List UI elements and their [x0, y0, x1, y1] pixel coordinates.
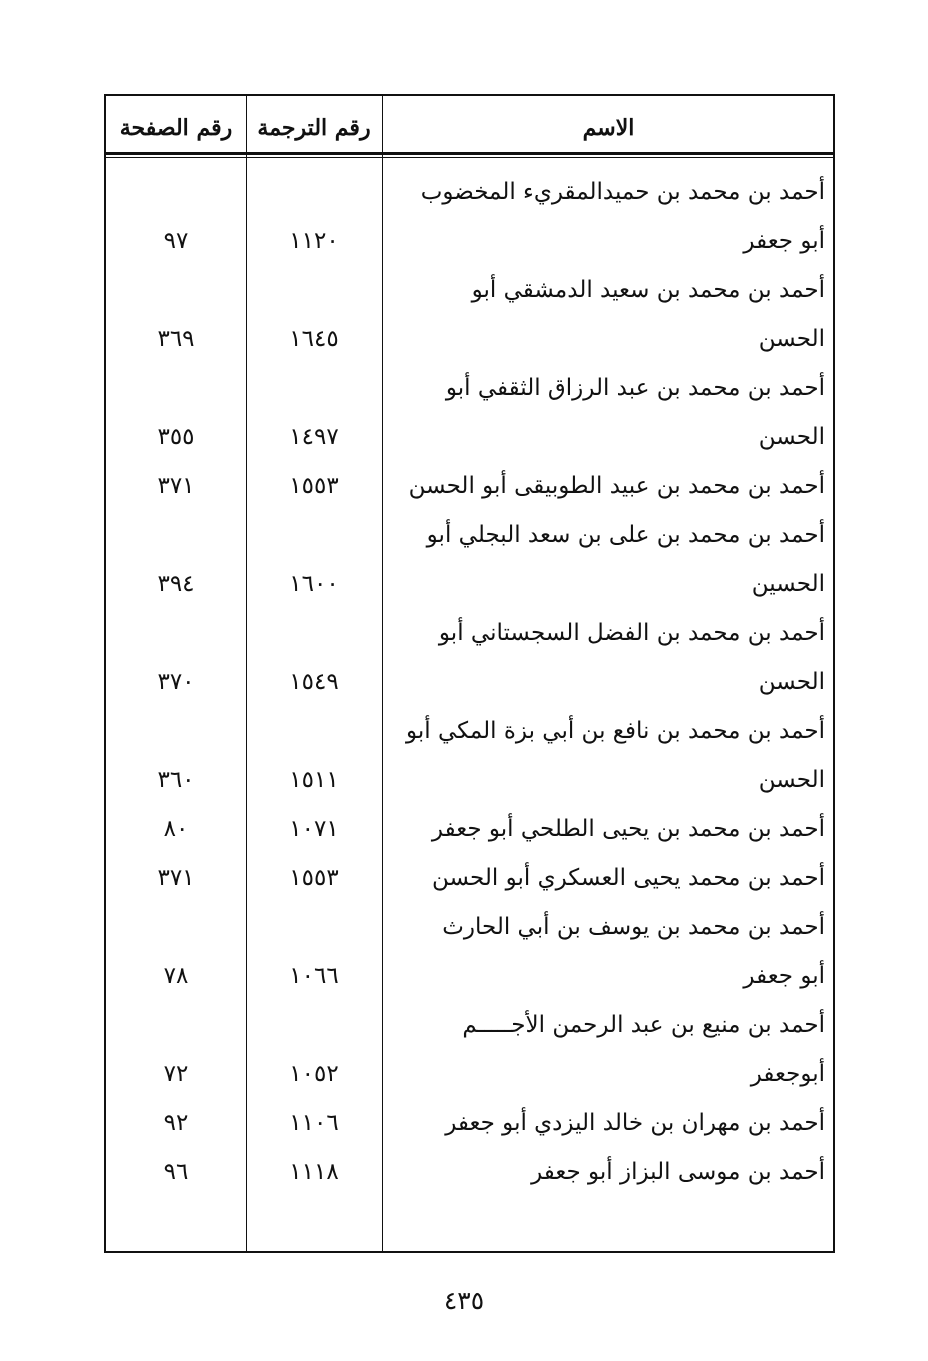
page-number-cell: ٣٦٠	[157, 767, 195, 793]
biography-number-cell: ١٥٥٣	[289, 865, 339, 891]
name-line: أحمد بن محمد بن الفضل السجستاني أبو	[438, 620, 825, 646]
biography-number-cell: ١٠٦٦	[289, 963, 339, 989]
page-number-cell: ٣٧٠	[157, 669, 195, 695]
name-line: أحمد بن محمد بن سعيد الدمشقي أبو	[471, 277, 825, 303]
name-line: الحسن	[758, 767, 825, 793]
page-number-cell: ٣٩٤	[157, 571, 195, 597]
name-line: أحمد بن محمد بن عبد الرزاق الثقفي أبو	[445, 375, 825, 401]
page-number-cell: ٣٧١	[157, 865, 195, 891]
page-number-cell: ٩٧	[163, 228, 189, 254]
name-cell	[392, 168, 825, 266]
page-number-cell: ٧٨	[163, 963, 189, 989]
table-row	[106, 1001, 833, 1099]
name-cell	[392, 854, 825, 903]
name-cell	[392, 1099, 825, 1148]
name-line: أحمد بن محمد بن على بن سعد البجلي أبو	[426, 522, 825, 548]
name-cell	[392, 364, 825, 462]
name-cell	[392, 903, 825, 1001]
header-biography-number: رقم الترجمة	[257, 115, 371, 141]
table-row	[106, 168, 833, 266]
name-line: أحمد بن محمد بن يوسف بن أبي الحارث	[442, 914, 825, 940]
page-number-cell: ٣٥٥	[157, 424, 195, 450]
biography-number-cell: ١١٠٦	[289, 1110, 339, 1136]
name-cell	[392, 511, 825, 609]
name-line: أحمد بن محمد يحيى العسكري أبو الحسن	[432, 865, 825, 891]
page-number-cell: ٣٦٩	[157, 326, 195, 352]
page-number-cell: ٨٠	[163, 816, 189, 842]
name-line: الحسين	[751, 571, 825, 597]
name-line: أحمد بن محمد بن يحيى الطلحي أبو جعفر	[431, 816, 825, 842]
biography-number-cell: ١٥٥٣	[289, 473, 339, 499]
table-row	[106, 1148, 833, 1197]
name-cell	[392, 1148, 825, 1197]
biography-number-cell: ١٥٤٩	[289, 669, 339, 695]
page-number-cell: ٧٢	[163, 1061, 189, 1087]
table-row	[106, 805, 833, 854]
table-body	[106, 168, 833, 1197]
biography-number-cell: ١٤٩٧	[289, 424, 339, 450]
header-divider	[106, 152, 833, 155]
table-row	[106, 1099, 833, 1148]
header-name: الاسم	[582, 115, 635, 141]
header-divider-thin	[106, 157, 833, 158]
biography-number-cell: ١٦٤٥	[289, 326, 339, 352]
name-line: أحمد بن مهران بن خالد اليزدي أبو جعفر	[445, 1110, 825, 1136]
biography-number-cell: ١١١٨	[289, 1159, 339, 1185]
name-cell	[392, 266, 825, 364]
name-cell	[392, 805, 825, 854]
table-row	[106, 511, 833, 609]
table-row	[106, 609, 833, 707]
table-row	[106, 707, 833, 805]
name-line: أحمد بن محمد بن حميدالمقريء المخضوب	[420, 179, 825, 205]
page-number-cell: ٣٧١	[157, 473, 195, 499]
name-line: أبو جعفر	[743, 963, 825, 989]
table-row	[106, 462, 833, 511]
name-cell	[392, 707, 825, 805]
biography-number-cell: ١٦٠٠	[289, 571, 339, 597]
name-line: أحمد بن منيع بن عبد الرحمن الأجـــــم	[462, 1012, 825, 1038]
name-line: الحسن	[758, 326, 825, 352]
table-row	[106, 854, 833, 903]
page-number-cell: ٩٢	[163, 1110, 189, 1136]
page-number-cell: ٩٦	[163, 1159, 189, 1185]
name-line: أحمد بن موسى البزاز أبو جعفر	[531, 1159, 825, 1185]
biography-number-cell: ١١٢٠	[289, 228, 339, 254]
biography-number-cell: ١٠٥٢	[289, 1061, 339, 1087]
biography-number-cell: ١٠٧١	[289, 816, 339, 842]
name-line: أحمد بن محمد بن عبيد الطوبيقى أبو الحسن	[408, 473, 825, 499]
name-line: الحسن	[758, 669, 825, 695]
table-row	[106, 364, 833, 462]
name-line: أبوجعفر	[750, 1061, 825, 1087]
page-number: ٤٣٥	[443, 1286, 485, 1315]
biography-number-cell: ١٥١١	[289, 767, 339, 793]
name-cell	[392, 462, 825, 511]
index-table	[104, 94, 835, 1253]
name-cell	[392, 609, 825, 707]
name-line: الحسن	[758, 424, 825, 450]
table-row	[106, 903, 833, 1001]
table-row	[106, 266, 833, 364]
name-line: أبو جعفر	[743, 228, 825, 254]
name-cell	[392, 1001, 825, 1099]
name-line: أحمد بن محمد بن نافع بن أبي بزة المكي أبو	[405, 718, 825, 744]
header-page-number: رقم الصفحة	[119, 115, 233, 141]
